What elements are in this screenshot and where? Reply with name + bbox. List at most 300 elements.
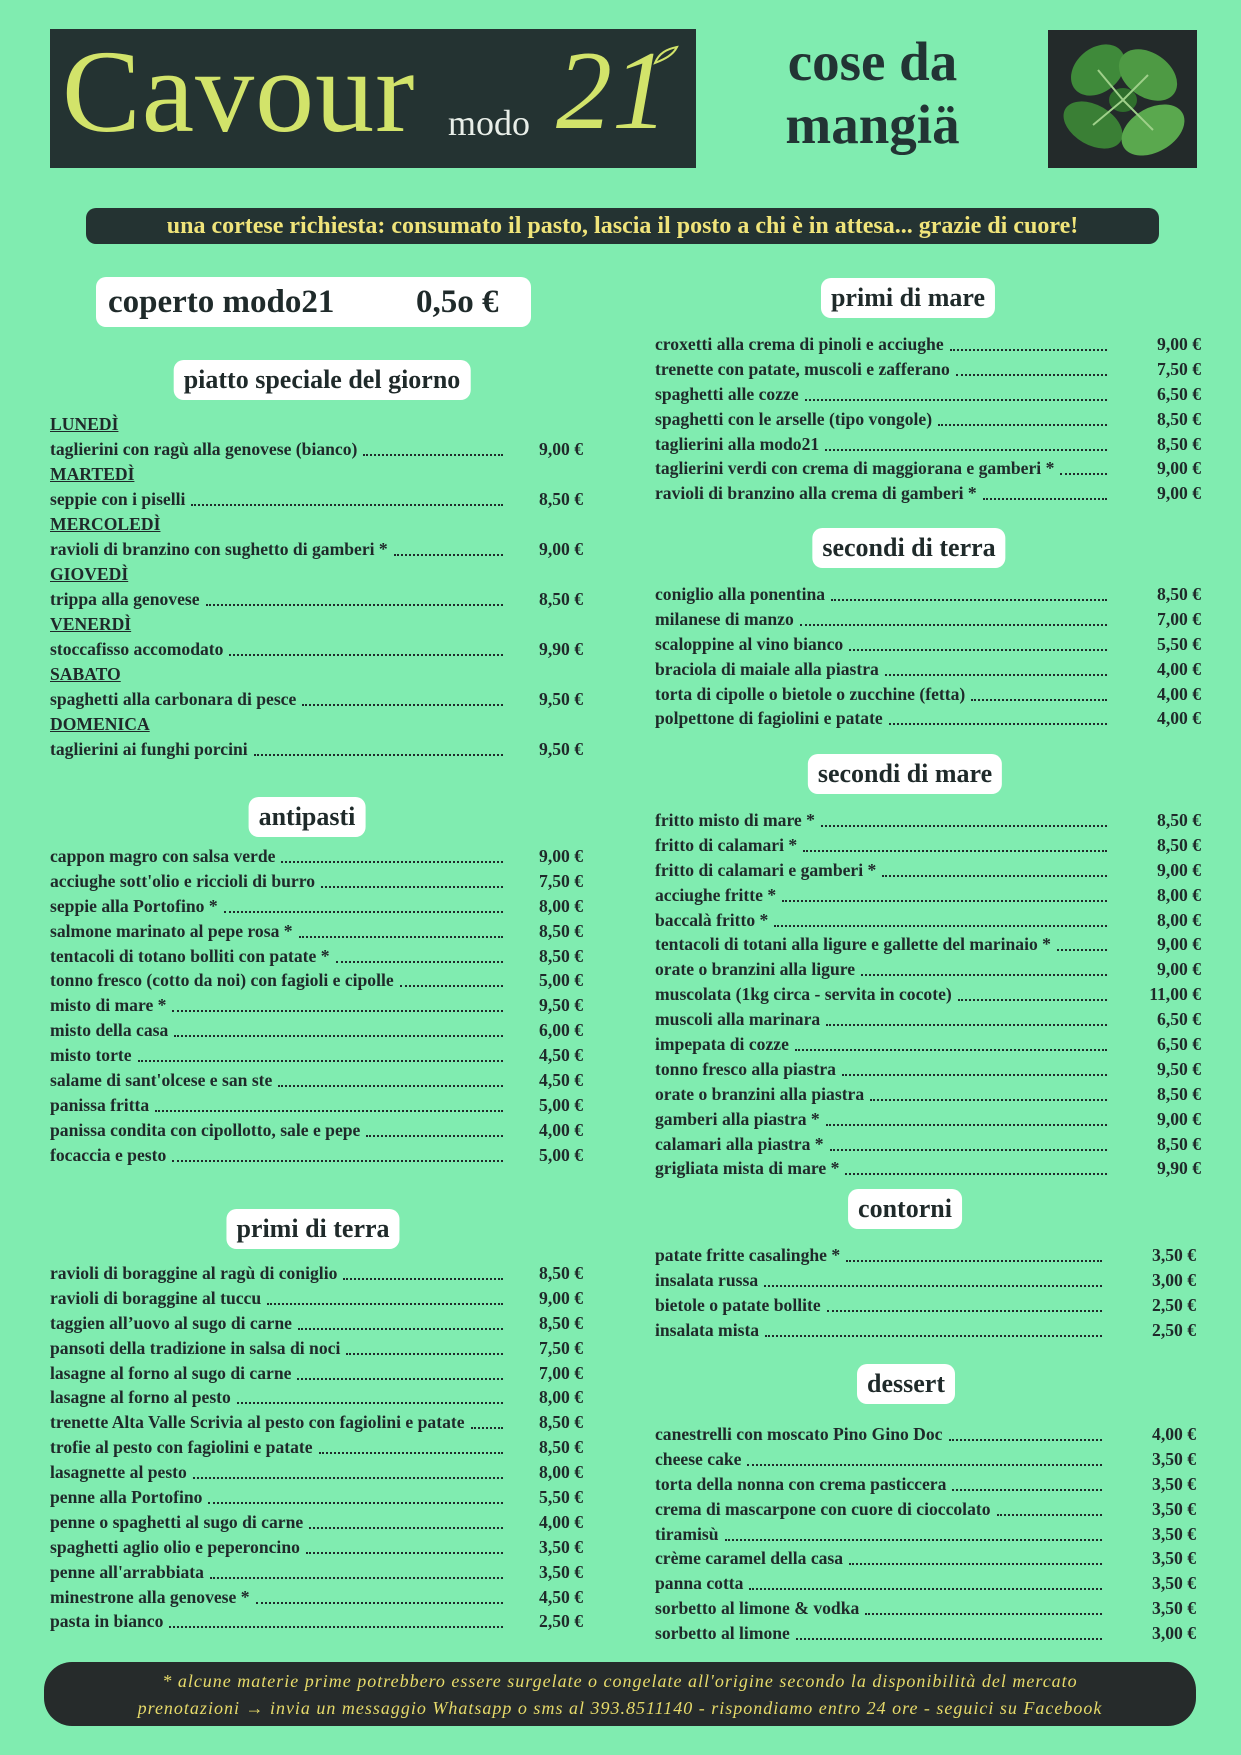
menu-item-price: 9,50 €: [539, 739, 583, 759]
dot-leader: [302, 687, 503, 706]
menu-item: [50, 1510, 583, 1535]
section-title-primi-terra: primi di terra: [226, 1209, 399, 1249]
section-title-antipasti: antipasti: [249, 797, 366, 837]
menu-item-name: muscoli alla marinara: [655, 1009, 821, 1030]
menu-item-price: 4,50 €: [539, 1586, 583, 1607]
dot-leader: [952, 1472, 1102, 1491]
menu-item: [50, 537, 583, 562]
menu-item-name: fritto misto di mare *: [655, 810, 815, 830]
menu-item-name: trenette Alta Valle Scrivia al pesto con fagiolini e patate: [50, 1412, 465, 1433]
dot-leader: [849, 1546, 1102, 1565]
menu-item: [655, 607, 1201, 632]
antipasti-list: [50, 844, 583, 1168]
menu-item-name: acciughe sott'olio e riccioli di burro: [50, 870, 316, 891]
secondi-mare-list: [655, 808, 1201, 1181]
dot-leader: [278, 1068, 503, 1087]
menu-item-name: milanese di manzo: [655, 608, 794, 629]
contorni-list: [655, 1243, 1196, 1343]
primi-mare-list: [655, 332, 1201, 506]
menu-item: [50, 1361, 583, 1386]
dot-leader: [861, 957, 1107, 976]
menu-item: [655, 382, 1201, 407]
menu-item-price: 8,50 €: [1157, 1133, 1201, 1154]
dot-leader: [958, 982, 1107, 1001]
menu-item-name: polpettone di fagiolini e patate: [655, 708, 883, 729]
menu-item-price: 4,00 €: [1152, 1424, 1196, 1444]
menu-item-name: orate o branzini alla piastra: [655, 1083, 865, 1104]
menu-item-price: 8,50 €: [539, 1312, 583, 1333]
menu-item-price: 8,50 €: [1157, 834, 1201, 855]
menu-item-name: crema di mascarpone con cuore di cioccolato: [655, 1498, 991, 1519]
menu-item-price: 5,00 €: [539, 1094, 583, 1115]
menu-item-name: lasagnette al pesto: [50, 1462, 187, 1483]
menu-item: [655, 332, 1201, 357]
dot-leader: [795, 1032, 1107, 1051]
menu-item-price: 8,50 €: [1157, 810, 1201, 830]
menu-item-name: misto della casa: [50, 1020, 169, 1041]
menu-item-price: 9,50 €: [1157, 1058, 1201, 1079]
menu-item-name: tentacoli di totani alla ligure e gallette del marinaio *: [655, 934, 1051, 955]
menu-item-name: sorbetto al limone: [655, 1623, 790, 1644]
menu-item-name: lasagne al forno al sugo di carne: [50, 1362, 292, 1383]
leaf-icon: [653, 45, 679, 65]
menu-item: [50, 1143, 583, 1168]
footer-line2: prenotazioni → invia un messaggio Whatsapp o sms al 393.8511140 - rispondiamo entro 24 ore - seguici su Facebook: [137, 1698, 1103, 1718]
menu-item-price: 8,50 €: [539, 1263, 583, 1283]
menu-item-price: 4,00 €: [1157, 708, 1201, 729]
dot-leader: [191, 487, 503, 506]
dot-leader: [321, 869, 503, 888]
day-label: MERCOLEDÌ: [50, 513, 161, 534]
menu-item-name: misto torte: [50, 1045, 132, 1066]
menu-item-price: 3,00 €: [1152, 1269, 1196, 1290]
menu-item: [655, 932, 1201, 957]
menu-item: [50, 844, 583, 869]
menu-item-price: 4,50 €: [539, 1070, 583, 1091]
coperto-box: [96, 277, 531, 327]
menu-item-name: trofie al pesto con fagiolini e patate: [50, 1437, 313, 1458]
menu-item-name: panna cotta: [655, 1573, 744, 1594]
dot-leader: [319, 1435, 503, 1454]
menu-item: [655, 1571, 1196, 1596]
menu-item-name: crème caramel della casa: [655, 1548, 844, 1569]
menu-item-price: 2,50 €: [539, 1611, 583, 1632]
menu-item-name: torta di cipolle o bietole o zucchine (fetta): [655, 683, 966, 704]
menu-item: [655, 1497, 1196, 1522]
dot-leader: [950, 332, 1107, 351]
dot-leader: [394, 537, 503, 556]
dot-leader: [846, 1243, 1102, 1262]
menu-item-price: 2,50 €: [1152, 1319, 1196, 1340]
dot-leader: [309, 1510, 503, 1529]
logo-modo: modo: [448, 103, 531, 143]
menu-item-price: 4,00 €: [539, 1511, 583, 1532]
menu-item: [655, 1546, 1196, 1571]
menu-item-price: 7,50 €: [1157, 358, 1201, 379]
section-title-dessert: dessert: [857, 1364, 955, 1404]
dot-leader: [983, 481, 1107, 500]
dot-leader: [210, 1560, 503, 1579]
menu-item-name: croxetti alla crema di pinoli e acciughe: [655, 334, 944, 354]
section-title-secondi-mare: secondi di mare: [808, 754, 1002, 794]
menu-item-name: fritto di calamari e gamberi *: [655, 859, 877, 880]
menu-item: [655, 1132, 1201, 1157]
dot-leader: [800, 607, 1107, 626]
tagline-line2: mangiä: [785, 94, 960, 155]
menu-item-name: tentacoli di totano bolliti con patate *: [50, 945, 330, 966]
primi-terra-list: [50, 1261, 583, 1634]
menu-item-name: insalata russa: [655, 1269, 759, 1290]
menu-item-name: taggien all’uovo al sugo di carne: [50, 1312, 292, 1333]
menu-item: [655, 1447, 1196, 1472]
day-label: DOMENICA: [50, 713, 150, 734]
menu-item-price: 3,50 €: [1152, 1498, 1196, 1519]
menu-item-price: 8,50 €: [1157, 433, 1201, 454]
menu-item: [655, 682, 1201, 707]
menu-item-name: seppie con i piselli: [50, 489, 186, 510]
menu-item-name: tonno fresco (cotto da noi) con fagioli e cipolle: [50, 970, 394, 991]
menu-item-price: 9,00 €: [1157, 483, 1201, 504]
menu-item-name: seppie alla Portofino *: [50, 895, 218, 916]
menu-item-price: 9,00 €: [539, 1287, 583, 1308]
menu-item-price: 6,50 €: [1157, 383, 1201, 404]
menu-item-name: scaloppine al vino bianco: [655, 633, 844, 654]
dot-leader: [172, 1143, 503, 1162]
dot-leader: [206, 587, 503, 606]
dot-leader: [765, 1318, 1102, 1337]
menu-item-name: orate o branzini alla ligure: [655, 959, 856, 980]
dot-leader: [997, 1497, 1102, 1516]
menu-item-name: pansoti della tradizione in salsa di noci: [50, 1337, 341, 1358]
dot-leader: [208, 1485, 503, 1504]
menu-item: [655, 1596, 1196, 1621]
menu-item-name: trippa alla genovese: [50, 589, 200, 610]
menu-item: [655, 1082, 1201, 1107]
dot-leader: [1060, 456, 1107, 475]
menu-item-price: 8,00 €: [1157, 909, 1201, 930]
menu-item: [50, 894, 583, 919]
menu-item-price: 8,50 €: [539, 1437, 583, 1458]
dot-leader: [830, 1132, 1107, 1151]
dot-leader: [193, 1460, 503, 1479]
menu-item: [50, 944, 583, 969]
dot-leader: [346, 1336, 503, 1355]
menu-item: [50, 1286, 583, 1311]
section-title-piatto-speciale: piatto speciale del giorno: [174, 360, 471, 400]
menu-item-name: spaghetti con le arselle (tipo vongole): [655, 408, 933, 429]
menu-item-price: 9,90 €: [539, 639, 583, 660]
menu-item-name: trenette con patate, muscoli e zafferano: [655, 358, 950, 379]
menu-item-name: stoccafisso accomodato: [50, 639, 224, 660]
menu-item-name: impepata di cozze: [655, 1034, 789, 1055]
menu-item: [50, 687, 583, 712]
menu-item: [655, 706, 1201, 731]
menu-item-name: panissa fritta: [50, 1094, 150, 1115]
dot-leader: [889, 706, 1107, 725]
dot-leader: [865, 1596, 1102, 1615]
dot-leader: [821, 808, 1107, 827]
menu-item: [655, 1621, 1196, 1646]
menu-item-price: 2,50 €: [1152, 1294, 1196, 1315]
menu-item: [655, 456, 1201, 481]
request-banner: una cortese richiesta: consumato il pasto, lascia il posto a chi è in attesa... grazie di cuore!: [86, 208, 1159, 244]
menu-item: [50, 869, 583, 894]
dot-leader: [172, 993, 503, 1012]
dot-leader: [796, 1621, 1102, 1640]
menu-item-price: 3,50 €: [1152, 1448, 1196, 1469]
menu-item-name: baccalà fritto *: [655, 909, 769, 930]
dot-leader: [299, 919, 503, 938]
menu-item: [655, 1057, 1201, 1082]
menu-item-price: 8,00 €: [539, 1462, 583, 1483]
menu-item-price: 5,50 €: [1157, 633, 1201, 654]
menu-item: [655, 1156, 1201, 1181]
menu-item: [655, 858, 1201, 883]
menu-item-price: 3,50 €: [539, 1536, 583, 1557]
menu-item: [655, 632, 1201, 657]
dot-leader: [471, 1410, 503, 1429]
menu-item-price: 4,00 €: [1157, 683, 1201, 704]
menu-item-name: insalata mista: [655, 1319, 760, 1340]
dot-leader: [938, 407, 1107, 426]
menu-item: [50, 1311, 583, 1336]
menu-item: [655, 1107, 1201, 1132]
menu-item: [50, 637, 583, 662]
menu-item: [655, 982, 1201, 1007]
dot-leader: [237, 1385, 503, 1404]
menu-item: [655, 1293, 1196, 1318]
menu-item-name: pasta in bianco: [50, 1611, 164, 1632]
logo-number: 21: [556, 29, 668, 153]
menu-item: [655, 957, 1201, 982]
menu-item-name: tiramisù: [655, 1523, 719, 1544]
logo-name: Cavour: [62, 26, 416, 157]
menu-item: [655, 908, 1201, 933]
dot-leader: [831, 582, 1107, 601]
coperto-price: 0,5o €: [416, 284, 499, 320]
dot-leader: [749, 1571, 1102, 1590]
menu-item: [50, 1118, 583, 1143]
menu-item-name: ravioli di branzino alla crema di gamberi *: [655, 483, 977, 504]
menu-item-name: taglierini verdi con crema di maggiorana e gamberi *: [655, 458, 1055, 479]
menu-item-price: 3,50 €: [1152, 1473, 1196, 1494]
dot-leader: [725, 1522, 1102, 1541]
dot-leader: [825, 432, 1107, 451]
menu-item: [655, 1422, 1196, 1447]
menu-item-price: 8,50 €: [1157, 1083, 1201, 1104]
dot-leader: [849, 632, 1107, 651]
dot-leader: [224, 894, 503, 913]
menu-item: [50, 487, 583, 512]
dot-leader: [845, 1156, 1107, 1175]
menu-item-price: 3,00 €: [1152, 1623, 1196, 1644]
menu-item-price: 9,00 €: [539, 539, 583, 560]
day-label: SABATO: [50, 663, 121, 684]
menu-item-price: 4,00 €: [539, 1119, 583, 1140]
menu-item-name: salame di sant'olcese e san ste: [50, 1070, 273, 1091]
dessert-list: [655, 1422, 1196, 1646]
menu-item-name: focaccia e pesto: [50, 1144, 167, 1165]
menu-item-price: 9,00 €: [1157, 458, 1201, 479]
menu-item: [50, 1261, 583, 1286]
menu-item: [50, 993, 583, 1018]
menu-item-price: 9,90 €: [1157, 1158, 1201, 1179]
menu-item-name: ravioli di boraggine al tuccu: [50, 1287, 262, 1308]
menu-item-price: 8,50 €: [1157, 584, 1201, 604]
menu-item: [655, 1318, 1196, 1343]
menu-item-price: 4,50 €: [539, 1045, 583, 1066]
menu-item-price: 6,00 €: [539, 1020, 583, 1041]
menu-item: [50, 587, 583, 612]
menu-item-price: 9,00 €: [1157, 334, 1201, 354]
dot-leader: [885, 657, 1107, 676]
day-label: LUNEDÌ: [50, 414, 119, 434]
dot-leader: [297, 1361, 503, 1380]
dot-leader: [956, 357, 1107, 376]
menu-item-name: muscolata (1kg circa - servita in cocote): [655, 984, 952, 1005]
menu-item-price: 8,50 €: [1157, 408, 1201, 429]
dot-leader: [138, 1043, 503, 1062]
menu-item-name: panissa condita con cipollotto, sale e pepe: [50, 1119, 361, 1140]
menu-item-price: 4,00 €: [1157, 658, 1201, 679]
menu-item: [655, 1522, 1196, 1547]
dot-leader: [169, 1609, 503, 1628]
menu-item-name: taglierini con ragù alla genovese (bianco): [50, 439, 358, 460]
menu-item-price: 3,50 €: [1152, 1598, 1196, 1619]
menu-item-price: 11,00 €: [1149, 984, 1201, 1005]
menu-item-name: penne alla Portofino: [50, 1487, 203, 1508]
menu-item-price: 8,50 €: [539, 945, 583, 966]
basil-icon: [1048, 30, 1197, 168]
piatto-speciale-list: [50, 412, 583, 762]
menu-item: [655, 1472, 1196, 1497]
menu-item-price: 6,50 €: [1157, 1009, 1201, 1030]
dot-leader: [254, 737, 503, 756]
menu-item-price: 7,50 €: [539, 870, 583, 891]
menu-item-name: braciola di maiale alla piastra: [655, 658, 879, 679]
menu-item: [50, 1043, 583, 1068]
day-label: MARTEDÌ: [50, 463, 135, 484]
menu-item: [655, 357, 1201, 382]
menu-item: [50, 1093, 583, 1118]
dot-leader: [298, 1311, 503, 1330]
menu-item-price: 3,50 €: [1152, 1573, 1196, 1594]
menu-item: [50, 1609, 583, 1634]
dot-leader: [803, 833, 1107, 852]
menu-item: [50, 1535, 583, 1560]
menu-item-name: ravioli di branzino con sughetto di gamberi *: [50, 539, 388, 560]
menu-item: [655, 808, 1201, 833]
day-label: GIOVEDÌ: [50, 563, 129, 584]
menu-item-name: cheese cake: [655, 1448, 742, 1469]
dot-leader: [281, 844, 503, 863]
dot-leader: [764, 1268, 1102, 1287]
menu-item-price: 9,00 €: [1157, 959, 1201, 980]
menu-item-price: 3,50 €: [1152, 1245, 1196, 1265]
menu-item: [655, 657, 1201, 682]
menu-item-price: 8,00 €: [539, 1387, 583, 1408]
menu-item-price: 7,00 €: [539, 1362, 583, 1383]
menu-item-price: 3,50 €: [1152, 1548, 1196, 1569]
dot-leader: [155, 1093, 503, 1112]
menu-item-name: penne o spaghetti al sugo di carne: [50, 1511, 304, 1532]
menu-item: [655, 833, 1201, 858]
menu-item: [655, 582, 1201, 607]
menu-item: [50, 1385, 583, 1410]
menu-item-name: gamberi alla piastra *: [655, 1108, 820, 1129]
menu-item-price: 8,50 €: [539, 589, 583, 610]
menu-item-name: ravioli di boraggine al ragù di coniglio: [50, 1263, 338, 1283]
menu-item: [50, 968, 583, 993]
menu-item-price: 8,50 €: [539, 920, 583, 941]
menu-item: [655, 1032, 1201, 1057]
dot-leader: [343, 1261, 503, 1280]
menu-item: [50, 1460, 583, 1485]
menu-item-price: 9,00 €: [539, 846, 583, 866]
menu-item-name: coniglio alla ponentina: [655, 584, 826, 604]
menu-item-price: 8,00 €: [539, 895, 583, 916]
secondi-terra-list: [655, 582, 1201, 731]
dot-leader: [267, 1286, 503, 1305]
menu-item: [50, 1435, 583, 1460]
dot-leader: [826, 1107, 1107, 1126]
menu-item-name: lasagne al forno al pesto: [50, 1387, 231, 1408]
day-label: VENERDÌ: [50, 613, 132, 634]
section-title-contorni: contorni: [848, 1189, 962, 1229]
menu-item: [50, 1560, 583, 1585]
menu-item-name: penne all'arrabbiata: [50, 1561, 204, 1582]
menu-item-price: 5,00 €: [539, 1144, 583, 1165]
menu-item-name: misto di mare *: [50, 995, 167, 1016]
dot-leader: [229, 637, 503, 656]
menu-item: [50, 1068, 583, 1093]
menu-item: [655, 1007, 1201, 1032]
dot-leader: [949, 1422, 1103, 1441]
menu-item: [655, 407, 1201, 432]
menu-item-name: minestrone alla genovese *: [50, 1586, 250, 1607]
menu-item-price: 3,50 €: [539, 1561, 583, 1582]
menu-item: [50, 919, 583, 944]
menu-item-name: salmone marinato al pepe rosa *: [50, 920, 293, 941]
dot-leader: [827, 1293, 1102, 1312]
menu-item-price: 8,50 €: [539, 1412, 583, 1433]
menu-item-name: sorbetto al limone & vodka: [655, 1598, 860, 1619]
dot-leader: [805, 382, 1107, 401]
dot-leader: [336, 944, 503, 963]
menu-item-name: taglierini alla modo21: [655, 433, 820, 454]
section-title-secondi-terra: secondi di terra: [812, 528, 1005, 568]
menu-item-name: spaghetti alla carbonara di pesce: [50, 689, 297, 710]
menu-item-price: 9,00 €: [1157, 934, 1201, 955]
dot-leader: [870, 1082, 1107, 1101]
menu-item-price: 3,50 €: [1152, 1523, 1196, 1544]
menu-item-price: 7,00 €: [1157, 608, 1201, 629]
section-title-primi-mare: primi di mare: [821, 278, 995, 318]
dot-leader: [306, 1535, 503, 1554]
menu-item-price: 9,50 €: [539, 995, 583, 1016]
tagline: [690, 30, 1055, 156]
menu-item: [50, 1410, 583, 1435]
dot-leader: [1057, 932, 1107, 951]
menu-item-name: bietole o patate bollite: [655, 1294, 821, 1315]
dot-leader: [782, 883, 1107, 902]
menu-item-name: spaghetti alle cozze: [655, 383, 799, 404]
menu-item-name: tonno fresco alla piastra: [655, 1058, 836, 1079]
menu-item-name: taglierini ai funghi porcini: [50, 739, 248, 759]
dot-leader: [363, 437, 503, 456]
dot-leader: [826, 1007, 1107, 1026]
menu-item-name: torta della nonna con crema pasticcera: [655, 1473, 947, 1494]
